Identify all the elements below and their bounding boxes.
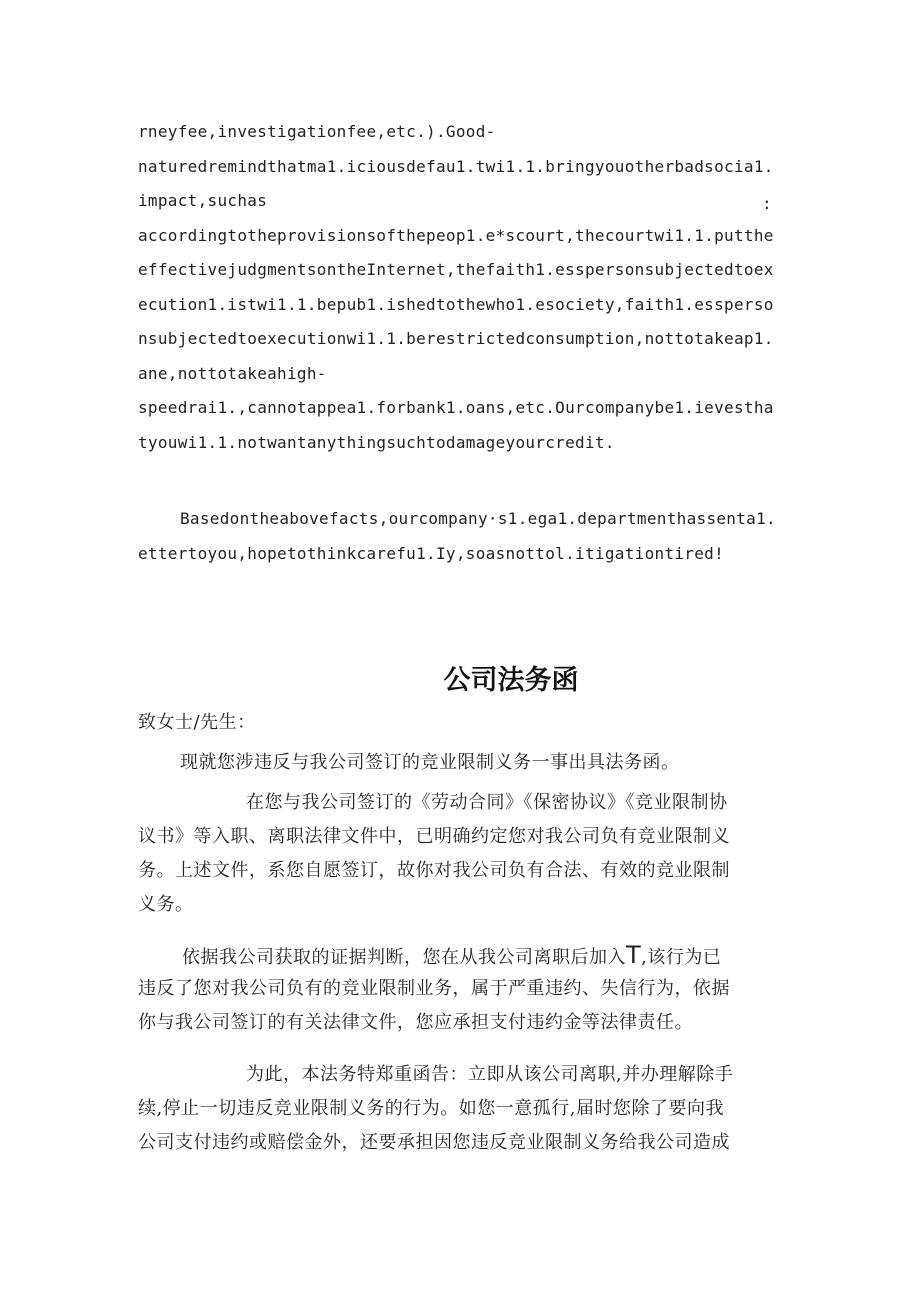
- text-line-content: impact,suchas: [138, 191, 268, 210]
- text-line: 务。上述文件，系您自愿签订，故你对我公司负有合法、有效的竞业限制: [138, 860, 730, 881]
- text-line: Basedontheabovefacts,ourcompany·s1.ega1.departmenthassenta1.: [180, 509, 776, 528]
- text-line: 续,停止一切违反竞业限制义务的行为。如您一意孤行,届时您除了要向我: [138, 1098, 724, 1119]
- text-line: [138, 938, 786, 972]
- stray-colon: :: [762, 194, 772, 213]
- salutation-text: 致女士/先生：: [138, 712, 256, 733]
- text-line: tyouwi1.1.notwantanythingsuchtodamageyourcredit.: [138, 432, 615, 452]
- text-line: 你与我公司签订的有关法律文件，您应承担支付违约金等法律责任。: [138, 1012, 693, 1033]
- text-line: effectivejudgmentsontheInternet,thefaith1.esspersonsubjectedtoex: [138, 260, 774, 279]
- paragraph-3: [138, 938, 786, 1040]
- text-line: speedrai1.,cannotappea1.forbank1.oans,etc.Ourcompanybe1.ievestha: [138, 398, 774, 417]
- text-line: ane,nottotakeahigh-: [138, 363, 327, 383]
- salutation: [138, 706, 786, 740]
- paragraph-1: [180, 746, 828, 780]
- text-line: [138, 184, 784, 219]
- text-line: 义务。: [138, 894, 194, 915]
- text-line: accordingtotheprovisionsofthepeop1.e*scourt,thecourtwi1.1.putthe: [138, 225, 774, 245]
- letter-title: 公司法务函: [443, 665, 579, 696]
- text-segment: 依据我公司获取的证据判断，您在从我公司离职后加入: [182, 947, 626, 968]
- text-line: 在您与我公司签订的《劳动合同》《保密协议》《竞业限制协: [246, 792, 728, 813]
- text-segment: ,该行为已: [641, 947, 722, 968]
- text-line: ecution1.istwi1.1.bepub1.ishedtothewho1.esociety,faith1.essperso: [138, 294, 774, 314]
- paragraph-4: [138, 1058, 786, 1160]
- paragraph-2: [138, 786, 786, 922]
- text-line: 现就您涉违反与我公司签订的竞业限制义务一事出具法务函。: [180, 752, 680, 773]
- text-line: 公司支付违约或赔偿金外，还要承担因您违反竞业限制义务给我公司造成: [138, 1132, 730, 1153]
- text-line: rneyfee,investigationfee,etc.).Good-: [138, 122, 496, 141]
- company-placeholder: T: [626, 941, 642, 969]
- text-line: 议书》等入职、离职法律文件中，已明确约定您对我公司负有竞业限制义: [138, 826, 730, 847]
- text-line: 为此，本法务特郑重函告：立即从该公司离职,并办理解除手: [246, 1064, 734, 1085]
- text-line: 违反了您对我公司负有的竞业限制业务，属于严重违约、失信行为，依据: [138, 978, 730, 999]
- text-line: naturedremindthatma1.iciousdefau1.twi1.1.bringyouotherbadsocia1.: [138, 156, 774, 176]
- english-paragraph-2: [138, 502, 784, 571]
- text-line: nsubjectedtoexecutionwi1.1.berestrictedconsumption,nottotakeap1.: [138, 329, 774, 348]
- text-line: ettertoyou,hopetothinkcarefu1.Iy,soasnottol.itigationtired!: [138, 543, 725, 563]
- english-paragraph-1: [138, 115, 784, 460]
